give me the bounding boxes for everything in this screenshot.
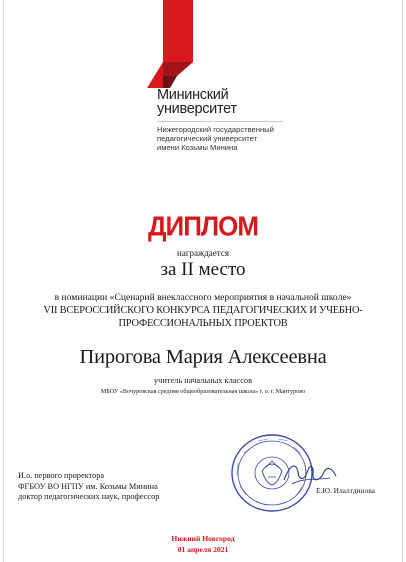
brand-name-line2: университет (157, 101, 237, 117)
awarded-label: награждается (177, 248, 229, 258)
contest-name: VII ВСЕРОССИЙСКОГО КОНКУРСА ПЕДАГОГИЧЕСКИХ И УЧЕБНО-ПРОФЕССИОНАЛЬНЫХ ПРОЕКТОВ (43, 305, 363, 329)
issue-city: Нижний Новгород (171, 534, 235, 543)
nomination-text: в номинации «Сценарий внеклассного мероприятия в начальной школе» (54, 292, 352, 303)
university-name (157, 88, 277, 116)
university-subtitle (157, 125, 317, 152)
signatory-line3: доктор педагогических наук, профессор (18, 492, 160, 502)
brand-subtitle-line1: Нижегородский государственный (157, 125, 274, 134)
signatory-line2: ФГБОУ ВО НГПУ им. Козьмы Минина (18, 481, 158, 491)
signatory-title (18, 471, 159, 503)
page-edge-left (3, 0, 4, 562)
diploma-title: ДИПЛОМ (147, 210, 259, 242)
recipient-school: МБОУ «Вочуровская средняя общеобразовательная школа» г. о. г. Мантурово (100, 388, 306, 395)
brand-subtitle-line3: имени Козьмы Минина (157, 143, 238, 152)
page-edge-right (402, 0, 403, 562)
issue-date: 01 апреля 2021 (177, 545, 229, 554)
award-place: за II место (160, 259, 246, 280)
brand-divider (157, 121, 283, 122)
recipient-position: учитель начальных классов (153, 376, 253, 385)
brand-name-line1: Мининский (157, 87, 229, 103)
brand-subtitle-line2: педагогический университет (157, 134, 258, 143)
signatory-line1: И.о. первого проректора (18, 471, 105, 480)
recipient-name: Пирогова Мария Алексеевна (79, 346, 327, 368)
signatory-name: Е.Ю. Илалтдинова (316, 486, 375, 495)
university-logo-icon (147, 0, 193, 88)
